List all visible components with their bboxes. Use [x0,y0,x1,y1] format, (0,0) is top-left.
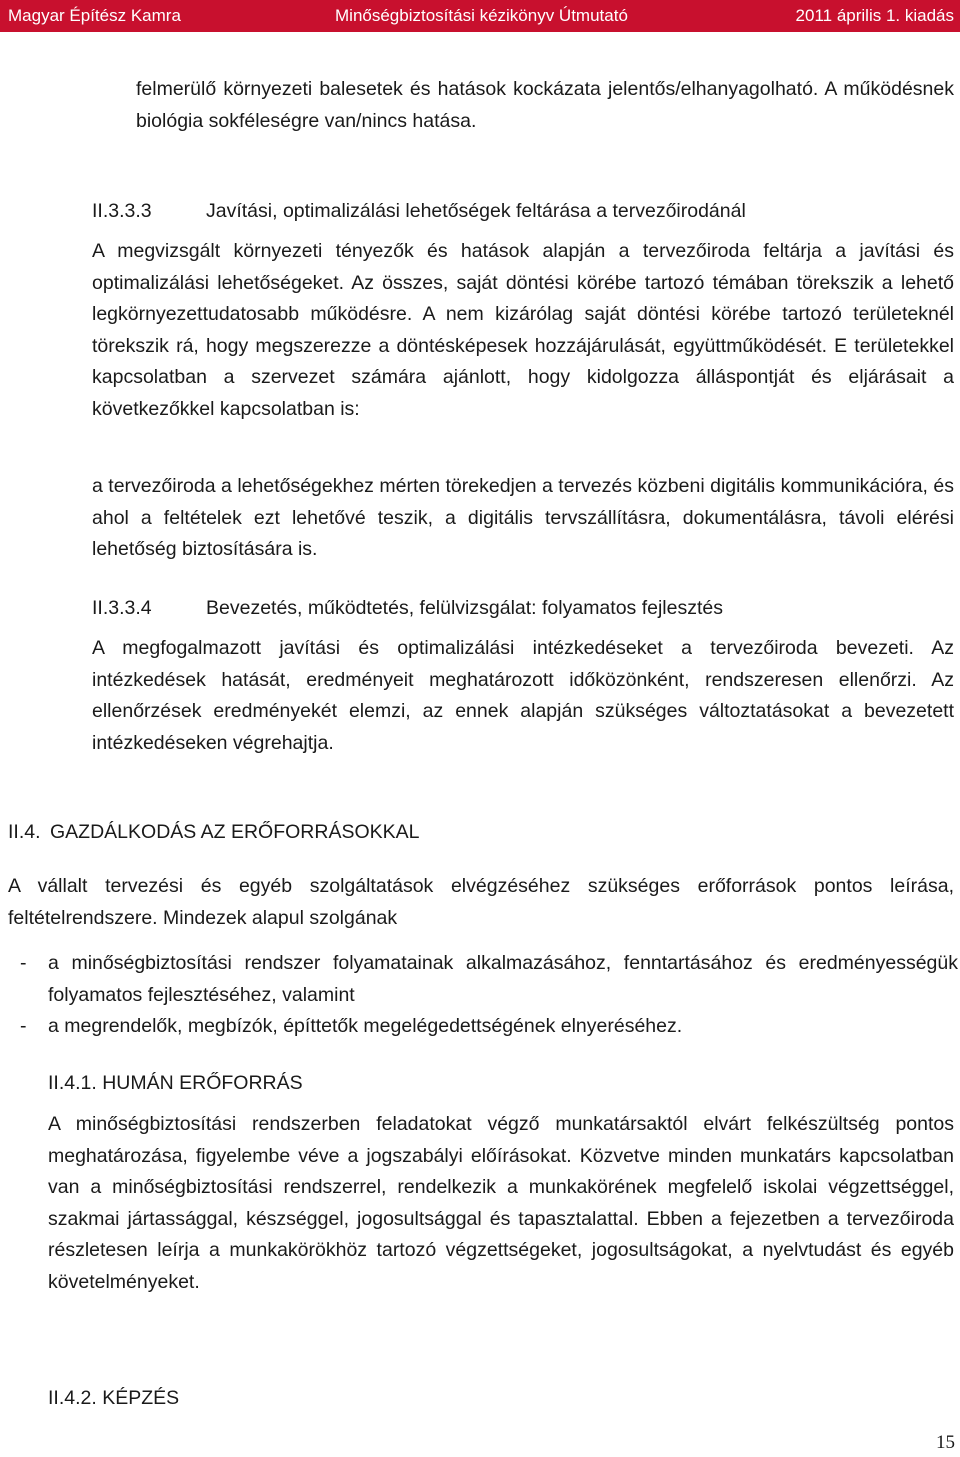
bullet-marker: - [20,952,27,974]
page-number: 15 [936,1432,955,1453]
bullet-marker: - [20,1015,27,1037]
section-2-3-3-3-paragraph-1: A megvizsgált környezeti tényezők és hatások alapján a tervezőiroda feltárja a javítási és optimalizálási lehetőségeket. Az összes, saját döntési körébe tartozó témában törekszik a lehető legkörnyezettudatosabb működésre. A nem kizárólag saját döntési körébe tartozó területeknél törekszik rá, hogy megszerezze a döntésképesek hozzájárulását, együttműködését. E területekkel kapcsolatban a szervezet számára ajánlott, hogy kidolgozza álláspontját és eljárásait a következőkkel kapcsolatban is: [92,240,954,420]
section-number: II.3.3.3 [92,200,152,222]
bullet-text: a megrendelők, megbízók, építtetők megelégedettségének elnyeréséhez. [48,1015,683,1037]
section-2-4-paragraph: A vállalt tervezési és egyéb szolgáltatások elvégzéséhez szükséges erőforrások pontos leírása, feltételrendszere. Mindezek alapul szolgának [8,875,954,929]
section-2-3-3-4-paragraph: A megfogalmazott javítási és optimalizálási intézkedéseket a tervezőiroda bevezeti. Az intézkedések hatását, eredményeit meghatározott időközönként, rendszeresen ellenőrzi. Az ellenőrzések eredményekét elemzi, az ennek alapján szükséges változtatásokat a bevezetett intézkedéseken végrehajtja. [92,637,954,754]
section-2-4-1-paragraph: A minőségbiztosítási rendszerben feladatokat végző munkatársaktól elvárt felkészültség pontos meghatározása, figyelembe véve a jogszabályi előírásokat. Közvetve minden munkatárs kapcsolatban van a minőségbiztosítási rendszerrel, rendelkezik a munkakörének megfelelő iskolai végzettséggel, szakmai jártassággal, készséggel, jogosultsággal és tapasztalattal. Ebben a fejezetben a tervezőiroda részletesen leírja a munkakörökhöz tartozó végzettségeket, jogosultságokat, a nyelvtudást és egyéb követelményeket. [48,1113,954,1293]
section-2-3-3-3-paragraph-2: a tervezőiroda a lehetőségekhez mérten törekedjen a tervezés közbeni digitális kommunikációra, és ahol a feltételek ezt lehetővé teszik, a digitális tervszállításra, dokumentálásra, távoli elérési lehetőség biztosítására is. [92,475,954,561]
section-heading-2-4-1: II.4.1. HUMÁN ERŐFORRÁS [48,1072,303,1094]
header-document-title: Minőségbiztosítási kézikönyv Útmutató [335,6,628,25]
page-header [0,0,960,32]
section-heading-2-4-2: II.4.2. KÉPZÉS [48,1387,180,1409]
section-title: GAZDÁLKODÁS AZ ERŐFORRÁSOKKAL [50,821,420,843]
header-edition: 2011 április 1. kiadás [795,6,954,25]
bullet-item [20,1011,958,1043]
section-title: Javítási, optimalizálási lehetőségek feltárása a tervezőirodánál [206,200,746,222]
bullet-text: a minőségbiztosítási rendszer folyamatainak alkalmazásához, fenntartásához és eredményességük folyamatos fejlesztéséhez, valamint [48,952,958,1006]
section-number: II.4. [8,821,41,843]
section-number: II.3.3.4 [92,597,152,619]
intro-paragraph: felmerülő környezeti balesetek és hatások kockázata jelentős/elhanyagolható. A működésnek biológia sokféleségre van/nincs hatása. [136,78,954,132]
header-organization: Magyar Építész Kamra [8,6,181,25]
section-title: Bevezetés, működtetés, felülvizsgálat: folyamatos fejlesztés [206,597,723,619]
bullet-item [20,948,958,1012]
